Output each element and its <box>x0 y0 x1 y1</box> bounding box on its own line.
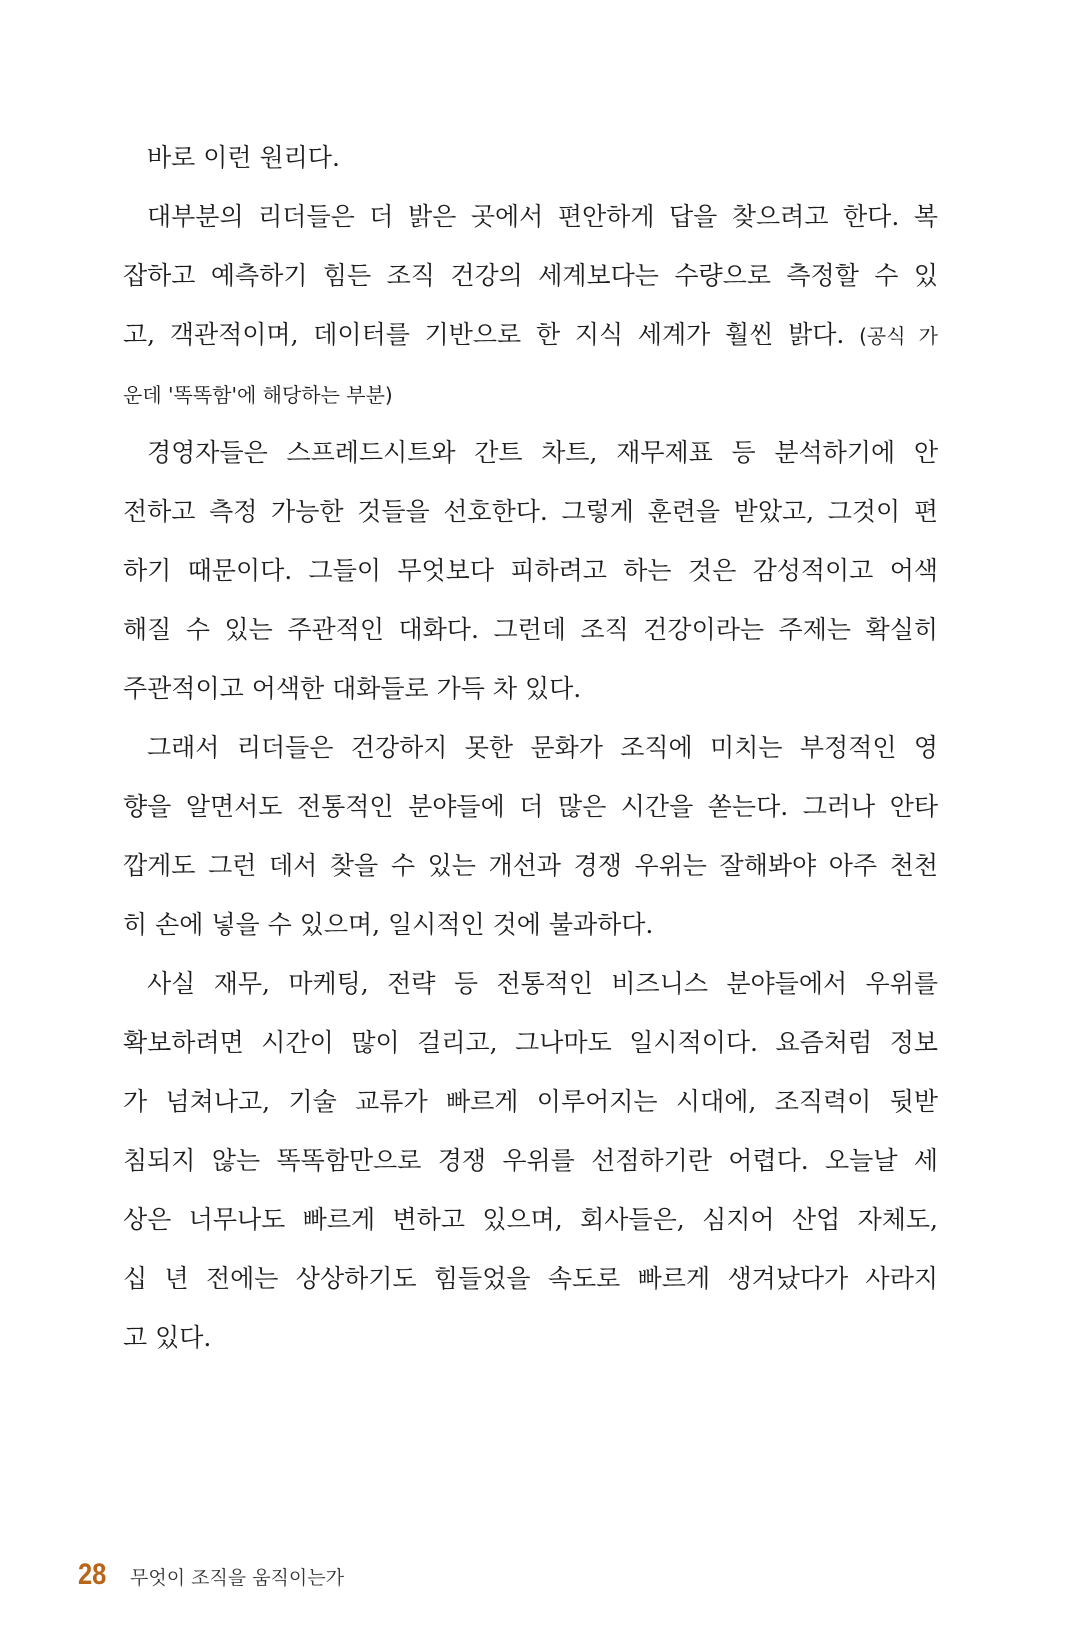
line-text: 향을 알면서도 전통적인 분야들에 더 많은 시간을 쏟는다. 그러나 안타 <box>123 792 938 821</box>
line-text: 십 년 전에는 상상하기도 힘들었을 속도로 빠르게 생겨났다가 사라지 <box>123 1264 938 1293</box>
line-text: 깝게도 그런 데서 찾을 수 있는 개선과 경쟁 우위는 잘해봐야 아주 천천 <box>123 851 938 880</box>
line-text: 잡하고 예측하기 힘든 조직 건강의 세계보다는 수량으로 측정할 수 있 <box>123 261 938 290</box>
text-line <box>123 431 938 490</box>
text-line <box>123 136 938 195</box>
text-line <box>123 490 938 549</box>
text-line <box>123 608 938 667</box>
line-text: 해질 수 있는 주관적인 대화다. 그런데 조직 건강이라는 주제는 확실히 <box>123 615 938 644</box>
text-line <box>123 549 938 608</box>
parenthetical-note: 운데 '똑똑함'에 해당하는 부분) <box>123 383 393 407</box>
text-line <box>123 844 938 903</box>
text-line <box>123 962 938 1021</box>
text-line <box>123 195 938 254</box>
text-line <box>123 372 938 431</box>
line-text: 대부분의 리더들은 더 밝은 곳에서 편안하게 답을 찾으려고 한다. 복 <box>147 202 938 231</box>
text-line <box>123 667 938 726</box>
line-text: 히 손에 넣을 수 있으며, 일시적인 것에 불과하다. <box>123 910 654 939</box>
text-line <box>123 1139 938 1198</box>
line-text: 그래서 리더들은 건강하지 못한 문화가 조직에 미치는 부정적인 영 <box>147 733 938 762</box>
text-line <box>123 1198 938 1257</box>
line-text: 확보하려면 시간이 많이 걸리고, 그나마도 일시적이다. 요즘처럼 정보 <box>123 1028 938 1057</box>
line-text: 고, 객관적이며, 데이터를 기반으로 한 지식 세계가 훨씬 밝다. <box>123 320 845 349</box>
text-line <box>123 785 938 844</box>
text-line <box>123 903 938 962</box>
text-line <box>123 1316 938 1375</box>
line-text: 가 넘쳐나고, 기술 교류가 빠르게 이루어지는 시대에, 조직력이 뒷받 <box>123 1087 938 1116</box>
text-line <box>123 254 938 313</box>
line-text: 상은 너무나도 빠르게 변하고 있으며, 회사들은, 심지어 산업 자체도, <box>123 1205 938 1234</box>
page-number: 28 <box>78 1558 107 1591</box>
line-text: 고 있다. <box>123 1323 212 1352</box>
text-line <box>123 1080 938 1139</box>
parenthetical-note: (공식 가 <box>859 324 939 348</box>
text-line <box>123 726 938 785</box>
line-text: 바로 이런 원리다. <box>147 143 340 172</box>
text-line <box>123 1021 938 1080</box>
line-text: 주관적이고 어색한 대화들로 가득 차 있다. <box>123 674 582 703</box>
text-line <box>123 313 938 372</box>
line-text: 경영자들은 스프레드시트와 간트 차트, 재무제표 등 분석하기에 안 <box>147 438 938 467</box>
text-line <box>123 1257 938 1316</box>
line-text: 침되지 않는 똑똑함만으로 경쟁 우위를 선점하기란 어렵다. 오늘날 세 <box>123 1146 938 1175</box>
line-text: 전하고 측정 가능한 것들을 선호한다. 그렇게 훈련을 받았고, 그것이 편 <box>123 497 938 526</box>
page-body <box>123 136 938 1375</box>
line-text: 사실 재무, 마케팅, 전략 등 전통적인 비즈니스 분야들에서 우위를 <box>147 969 938 998</box>
line-text: 하기 때문이다. 그들이 무엇보다 피하려고 하는 것은 감성적이고 어색 <box>123 556 938 585</box>
running-title: 무엇이 조직을 움직이는가 <box>130 1567 344 1589</box>
page-footer <box>78 1558 344 1592</box>
